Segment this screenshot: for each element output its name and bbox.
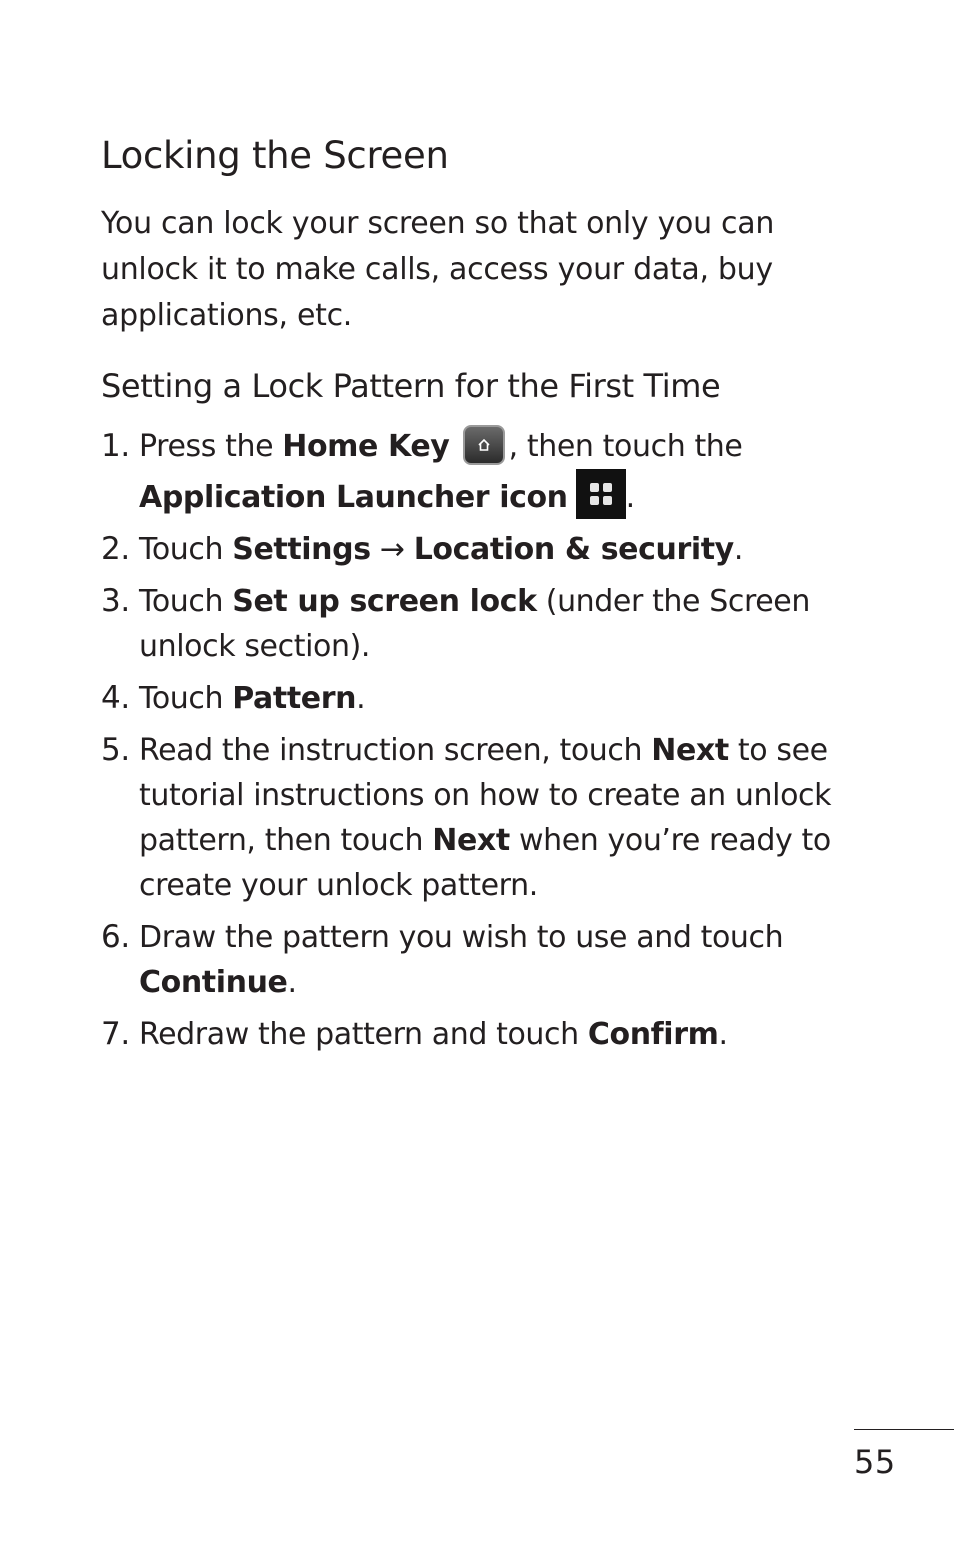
section-title: Locking the Screen: [101, 134, 449, 177]
step-4: [101, 676, 841, 721]
home-key-icon: [463, 425, 505, 465]
step-2: [101, 527, 841, 572]
step-text: Touch: [139, 681, 233, 716]
step-7: [101, 1012, 841, 1057]
step-text: Read the instruction screen, touch: [139, 733, 652, 768]
settings-label: Settings: [232, 532, 371, 567]
arrow-icon: →: [379, 532, 405, 567]
location-security-label: Location & security: [413, 532, 734, 567]
step-text: .: [733, 532, 743, 567]
step-3: [101, 579, 841, 669]
application-launcher-icon: [576, 469, 626, 519]
step-text: Redraw the pattern and touch: [139, 1017, 588, 1052]
next-label: Next: [651, 733, 729, 768]
footer-divider: [854, 1429, 954, 1430]
step-text: Touch: [139, 584, 233, 619]
set-up-screen-lock-label: Set up screen lock: [232, 584, 537, 619]
step-number: 2.: [101, 531, 130, 567]
step-number: 6.: [101, 919, 130, 955]
step-text: .: [625, 480, 635, 515]
step-number: 1.: [101, 428, 130, 464]
intro-paragraph: You can lock your screen so that only you can unlock it to make calls, access your data, buy applications, etc.: [101, 206, 775, 333]
step-number: 5.: [101, 732, 130, 768]
step-text: Touch: [139, 532, 233, 567]
step-number: 3.: [101, 583, 130, 619]
step-text: Draw the pattern you wish to use and touch: [139, 920, 784, 955]
step-text: (under the Screen unlock section).: [139, 584, 810, 664]
steps-list: [101, 424, 841, 1064]
app-launcher-label: Application Launcher icon: [139, 480, 568, 515]
page-number: 55: [854, 1443, 896, 1481]
next-label: Next: [432, 823, 510, 858]
subsection-title: Setting a Lock Pattern for the First Time: [101, 367, 721, 405]
step-text: .: [718, 1017, 728, 1052]
step-1: [101, 424, 841, 520]
step-text: Press the: [139, 429, 283, 464]
step-number: 7.: [101, 1016, 130, 1052]
step-text: .: [287, 965, 297, 1000]
step-5: [101, 728, 841, 908]
step-text: to see tutorial instructions on how to create an unlock pattern, then touch: [139, 733, 832, 858]
pattern-label: Pattern: [232, 681, 357, 716]
step-6: [101, 915, 841, 1005]
step-text: when you’re ready to create your unlock pattern.: [139, 823, 831, 903]
step-text: .: [356, 681, 366, 716]
step-text: , then touch the: [508, 429, 743, 464]
home-key-label: Home Key: [282, 429, 450, 464]
step-number: 4.: [101, 680, 130, 716]
confirm-label: Confirm: [587, 1017, 719, 1052]
continue-label: Continue: [139, 965, 288, 1000]
